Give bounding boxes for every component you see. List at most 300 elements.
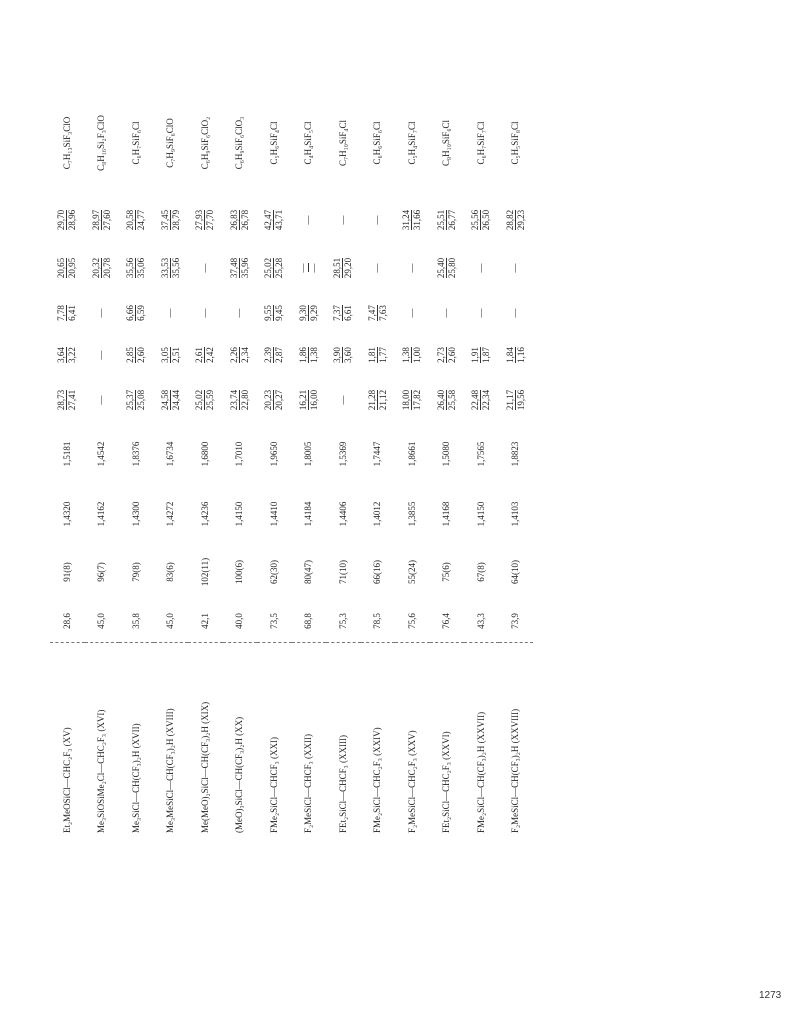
chlorine-cell xyxy=(464,292,499,334)
found-calculated-pair xyxy=(229,258,250,278)
table-row xyxy=(361,90,396,835)
rotated-data-table xyxy=(50,115,526,835)
found-calculated-pair xyxy=(229,390,250,410)
found-calculated-pair xyxy=(194,390,215,410)
no-data-value: — xyxy=(510,263,521,273)
found-calculated-pair xyxy=(298,305,319,321)
found-value: 28,97 xyxy=(90,209,101,231)
found-calculated-pair xyxy=(263,305,284,321)
no-data-value: — xyxy=(165,308,176,318)
found-calculated-pair xyxy=(56,258,77,278)
formula-cell: C₅H₆SiF₄Cl xyxy=(268,121,279,165)
carbon-cell xyxy=(257,376,292,424)
calculated-value: 3,60 xyxy=(343,347,354,363)
silicon-cell xyxy=(223,244,258,292)
refractive-index-cell: 1,4162 xyxy=(96,501,107,527)
calculated-value: 20,95 xyxy=(67,257,78,279)
calculated-value: 24,77 xyxy=(136,209,147,231)
found-calculated-pair xyxy=(263,258,284,278)
no-data-value: — xyxy=(303,215,314,225)
carbon-cell xyxy=(119,376,154,424)
carbon-cell xyxy=(395,376,430,424)
yield-cell: 42,1 xyxy=(188,600,223,643)
carbon-cell xyxy=(361,376,396,424)
yield-cell: 40,0 xyxy=(223,600,258,643)
boiling-point-cell: 55(24) xyxy=(406,560,417,584)
found-calculated-pair xyxy=(91,258,112,278)
calculated-value: 26,77 xyxy=(446,209,457,231)
yield-cell: 75,3 xyxy=(326,600,361,643)
found-value: 33,53 xyxy=(159,257,170,279)
found-calculated-pair xyxy=(298,347,319,363)
found-calculated-pair xyxy=(436,347,457,363)
table-row xyxy=(464,90,499,835)
calculated-value: 24,44 xyxy=(170,389,181,411)
calculated-value: 35,96 xyxy=(239,257,250,279)
calculated-value: 2,60 xyxy=(136,347,147,363)
fluorine-cell xyxy=(223,196,258,244)
found-calculated-pair xyxy=(194,210,215,230)
found-value: — xyxy=(297,263,308,273)
calculated-value: 9,29 xyxy=(308,305,319,321)
calculated-value: 25,80 xyxy=(446,257,457,279)
found-calculated-pair xyxy=(91,210,112,230)
found-value: 6,66 xyxy=(125,305,136,321)
found-value: 1,81 xyxy=(366,347,377,363)
no-data-value: — xyxy=(96,308,107,318)
calculated-value: 1,38 xyxy=(308,347,319,363)
yield-cell: 43,3 xyxy=(464,600,499,643)
calculated-value: 25,28 xyxy=(274,257,285,279)
compound-cell: Et₂MeOSiCl—CHC₂F₃ (XV) xyxy=(61,727,72,833)
no-data-value: — xyxy=(475,308,486,318)
density-cell: 1,7447 xyxy=(372,441,383,467)
compound-cell: F₂MeSiCl—CHCF₃ (XXII) xyxy=(303,733,314,833)
carbon-cell xyxy=(223,376,258,424)
chlorine-cell xyxy=(326,292,361,334)
fluorine-cell xyxy=(119,196,154,244)
found-value: 28,51 xyxy=(332,257,343,279)
compound-cell: Me₃SiCl—CH(CF₃)₂H (XVII) xyxy=(130,723,141,833)
found-value: 20,58 xyxy=(125,209,136,231)
found-calculated-pair xyxy=(125,390,146,410)
fluorine-cell xyxy=(464,196,499,244)
silicon-cell xyxy=(395,244,430,292)
formula-cell: C₈H₁₆Si₂F₃ClO xyxy=(96,115,107,171)
refractive-index-cell: 1,4272 xyxy=(165,501,176,527)
formula-cell: C₇H₉SiF₆ClO xyxy=(165,118,176,168)
page-number: 1273 xyxy=(759,990,782,1001)
found-calculated-pair xyxy=(125,210,146,230)
calculated-value: 29,20 xyxy=(343,257,354,279)
formula-cell: C₈H₁₀SiF₆Cl xyxy=(441,119,452,167)
carbon-cell xyxy=(292,376,327,424)
carbon-cell xyxy=(154,376,189,424)
density-cell: 1,7010 xyxy=(234,441,245,467)
found-calculated-pair xyxy=(160,258,181,278)
density-cell: 1,7565 xyxy=(475,441,486,467)
boiling-point-cell: 79(8) xyxy=(130,562,141,582)
found-value: 16,21 xyxy=(297,389,308,411)
found-calculated-pair xyxy=(160,390,181,410)
calculated-value: 27,70 xyxy=(205,209,216,231)
found-calculated-pair xyxy=(367,305,388,321)
found-value: 35,56 xyxy=(125,257,136,279)
density-cell: 1,8005 xyxy=(303,441,314,467)
calculated-value: 31,66 xyxy=(412,209,423,231)
found-calculated-pair xyxy=(229,347,250,363)
found-value: 37,48 xyxy=(228,257,239,279)
found-calculated-pair xyxy=(436,210,457,230)
hydrogen-cell xyxy=(395,334,430,376)
found-calculated-pair xyxy=(436,390,457,410)
hydrogen-cell xyxy=(361,334,396,376)
refractive-index-cell: 1,4103 xyxy=(510,501,521,527)
refractive-index-cell: 1,4150 xyxy=(475,501,486,527)
no-data-value: — xyxy=(337,395,348,405)
found-value: 26,40 xyxy=(435,389,446,411)
compound-cell: F₂MeSiCl—CHC₂F₃ (XXV) xyxy=(406,730,417,833)
found-calculated-pair xyxy=(229,210,250,230)
density-cell: 1,9650 xyxy=(268,441,279,467)
calculated-value: 1,16 xyxy=(515,347,526,363)
calculated-value: 35,06 xyxy=(136,257,147,279)
found-calculated-pair xyxy=(401,390,422,410)
calculated-value: 28,79 xyxy=(170,209,181,231)
hydrogen-cell xyxy=(188,334,223,376)
found-value: 25,40 xyxy=(435,257,446,279)
found-value: 2,61 xyxy=(194,347,205,363)
calculated-value: 3,22 xyxy=(67,347,78,363)
carbon-cell xyxy=(430,376,465,424)
found-value: 23,74 xyxy=(228,389,239,411)
found-value: 37,45 xyxy=(159,209,170,231)
table-row xyxy=(395,90,430,835)
refractive-index-cell: 1,3855 xyxy=(406,501,417,527)
found-value: 2,73 xyxy=(435,347,446,363)
table-row xyxy=(188,90,223,835)
fluorine-cell xyxy=(361,196,396,244)
found-value: 42,47 xyxy=(263,209,274,231)
refractive-index-cell: 1,4236 xyxy=(199,501,210,527)
calculated-value: 22,34 xyxy=(481,389,492,411)
formula-cell: C₅H₅SiF₈Cl xyxy=(510,121,521,165)
table-row xyxy=(430,90,465,835)
compound-cell: FMe₂SiCl—CH(CF₃)₂H (XXVII) xyxy=(475,711,486,833)
found-calculated-pair xyxy=(56,210,77,230)
found-value: 2,26 xyxy=(228,347,239,363)
calculated-value: 9,45 xyxy=(274,305,285,321)
hydrogen-cell xyxy=(464,334,499,376)
calculated-value: 1,87 xyxy=(481,347,492,363)
silicon-cell xyxy=(292,244,327,292)
chlorine-cell xyxy=(292,292,327,334)
calculated-value: 27,41 xyxy=(67,389,78,411)
hydrogen-cell xyxy=(223,334,258,376)
density-cell: 1,8661 xyxy=(406,441,417,467)
calculated-value: 29,23 xyxy=(515,209,526,231)
fluorine-cell xyxy=(85,196,120,244)
no-data-value: — xyxy=(96,395,107,405)
found-calculated-pair xyxy=(367,347,388,363)
chlorine-cell xyxy=(85,292,120,334)
found-value: 18,00 xyxy=(401,389,412,411)
formula-cell: C₅H₄SiF₇Cl xyxy=(406,121,417,165)
found-calculated-pair xyxy=(125,258,146,278)
fluorine-cell xyxy=(50,196,85,244)
compound-cell: Me₃MeSiCl—CH(CF₃)₂H (XVIII) xyxy=(165,708,176,833)
found-value: 25,37 xyxy=(125,389,136,411)
silicon-cell xyxy=(188,244,223,292)
boiling-point-cell: 64(10) xyxy=(510,560,521,584)
calculated-value: 2,51 xyxy=(170,347,181,363)
silicon-cell xyxy=(499,244,534,292)
refractive-index-cell: 1,4410 xyxy=(268,501,279,527)
found-calculated-pair xyxy=(505,390,526,410)
calculated-value: 20,27 xyxy=(274,389,285,411)
found-value: 20,23 xyxy=(263,389,274,411)
calculated-value: 2,34 xyxy=(239,347,250,363)
formula-cell: C₆H₇SiF₇Cl xyxy=(475,121,486,165)
carbon-cell xyxy=(499,376,534,424)
chlorine-cell xyxy=(499,292,534,334)
found-value: 20,65 xyxy=(56,257,67,279)
calculated-value: 17,82 xyxy=(412,389,423,411)
found-value: 3,05 xyxy=(159,347,170,363)
found-calculated-pair xyxy=(56,390,77,410)
found-value: 21,28 xyxy=(366,389,377,411)
carbon-cell xyxy=(188,376,223,424)
compound-property-table xyxy=(50,90,533,835)
table-row xyxy=(154,90,189,835)
no-data-value: — xyxy=(441,308,452,318)
hydrogen-cell xyxy=(430,334,465,376)
hydrogen-cell xyxy=(257,334,292,376)
chlorine-cell xyxy=(257,292,292,334)
found-value: 1,38 xyxy=(401,347,412,363)
density-cell: 1,5369 xyxy=(337,441,348,467)
found-value: 24,58 xyxy=(159,389,170,411)
calculated-value: 6,59 xyxy=(136,305,147,321)
table-row xyxy=(119,90,154,835)
calculated-value: 19,56 xyxy=(515,389,526,411)
found-calculated-pair xyxy=(125,347,146,363)
found-value: 25,02 xyxy=(263,257,274,279)
boiling-point-cell: 91(8) xyxy=(61,562,72,582)
hydrogen-cell xyxy=(292,334,327,376)
found-value: 7,78 xyxy=(56,305,67,321)
silicon-cell xyxy=(50,244,85,292)
compound-cell: FEt₂SiCl—CHC₂F₃ (XXVI) xyxy=(441,731,452,833)
found-calculated-pair xyxy=(332,305,353,321)
found-calculated-pair xyxy=(298,390,319,410)
no-data-value: — xyxy=(372,215,383,225)
fluorine-cell xyxy=(292,196,327,244)
boiling-point-cell: 100(6) xyxy=(234,560,245,584)
fluorine-cell xyxy=(257,196,292,244)
density-cell: 1,5080 xyxy=(441,441,452,467)
no-data-value: — xyxy=(234,308,245,318)
found-calculated-pair xyxy=(401,347,422,363)
silicon-cell xyxy=(430,244,465,292)
hydrogen-cell xyxy=(119,334,154,376)
hydrogen-cell xyxy=(499,334,534,376)
found-value: 25,51 xyxy=(435,209,446,231)
hydrogen-cell xyxy=(50,334,85,376)
boiling-point-cell: 75(6) xyxy=(441,562,452,582)
calculated-value: 27,60 xyxy=(101,209,112,231)
found-value: 1,91 xyxy=(470,347,481,363)
silicon-cell xyxy=(154,244,189,292)
no-data-value: — xyxy=(96,350,107,360)
calculated-value: 28,96 xyxy=(67,209,78,231)
fluorine-cell xyxy=(154,196,189,244)
found-calculated-pair xyxy=(160,347,181,363)
calculated-value: 25,59 xyxy=(205,389,216,411)
boiling-point-cell: 80(47) xyxy=(303,560,314,584)
table-row xyxy=(50,90,85,835)
found-value: 28,73 xyxy=(56,389,67,411)
found-calculated-pair xyxy=(125,305,146,321)
found-value: 7,37 xyxy=(332,305,343,321)
yield-cell: 45,0 xyxy=(85,600,120,643)
refractive-index-cell: 1,4300 xyxy=(130,501,141,527)
yield-cell: 35,8 xyxy=(119,600,154,643)
calculated-value: 2,42 xyxy=(205,347,216,363)
table-row xyxy=(223,90,258,835)
boiling-point-cell: 66(16) xyxy=(372,560,383,584)
found-calculated-pair xyxy=(263,390,284,410)
yield-cell: 76,4 xyxy=(430,600,465,643)
calculated-value: 26,50 xyxy=(481,209,492,231)
yield-cell: 73,9 xyxy=(499,600,534,643)
found-calculated-pair xyxy=(56,305,77,321)
found-calculated-pair xyxy=(194,347,215,363)
compound-cell: F₂MeSiCl—CH(CF₃)₂H (XXVIII) xyxy=(510,708,521,833)
found-value: 31,24 xyxy=(401,209,412,231)
table-body xyxy=(50,90,533,835)
found-calculated-pair xyxy=(367,390,388,410)
calculated-value: 21,12 xyxy=(377,389,388,411)
found-calculated-pair xyxy=(56,347,77,363)
compound-cell: FMe₂SiCl—CHCF₃ (XXI) xyxy=(268,736,279,833)
table-row xyxy=(257,90,292,835)
chlorine-cell xyxy=(119,292,154,334)
density-cell: 1,4542 xyxy=(96,441,107,467)
calculated-value: 6,61 xyxy=(343,305,354,321)
table-row xyxy=(85,90,120,835)
found-calculated-pair xyxy=(505,210,526,230)
calculated-value: 22,80 xyxy=(239,389,250,411)
refractive-index-cell: 1,4184 xyxy=(303,501,314,527)
found-value: 7,47 xyxy=(366,305,377,321)
fluorine-cell xyxy=(499,196,534,244)
silicon-cell xyxy=(464,244,499,292)
yield-cell: 28,6 xyxy=(50,600,85,643)
found-value: 27,93 xyxy=(194,209,205,231)
density-cell: 1,5181 xyxy=(61,441,72,467)
boiling-point-cell: 83(6) xyxy=(165,562,176,582)
found-calculated-pair xyxy=(263,210,284,230)
found-value: 9,55 xyxy=(263,305,274,321)
no-data-value: — xyxy=(199,308,210,318)
calculated-value: 25,08 xyxy=(136,389,147,411)
chlorine-cell xyxy=(154,292,189,334)
hydrogen-cell xyxy=(85,334,120,376)
no-data-value: — xyxy=(510,308,521,318)
found-value: 1,86 xyxy=(297,347,308,363)
found-value: 2,85 xyxy=(125,347,136,363)
found-value: 25,56 xyxy=(470,209,481,231)
found-value: 26,83 xyxy=(228,209,239,231)
carbon-cell xyxy=(326,376,361,424)
found-value: 21,17 xyxy=(504,389,515,411)
no-data-value: — xyxy=(337,215,348,225)
compound-cell: FMe₂SiCl—CHC₂F₃ (XXIV) xyxy=(372,727,383,833)
formula-cell: C₄H₄SiF₅Cl xyxy=(303,121,314,165)
yield-cell: 45,0 xyxy=(154,600,189,643)
found-calculated-pair xyxy=(332,258,353,278)
compound-cell: FEt₂SiCl—CHCF₃ (XXIII) xyxy=(337,734,348,833)
silicon-cell xyxy=(119,244,154,292)
chlorine-cell xyxy=(430,292,465,334)
hydrogen-cell xyxy=(154,334,189,376)
found-value: 28,82 xyxy=(504,209,515,231)
boiling-point-cell: 102(11) xyxy=(199,557,210,587)
table-row xyxy=(326,90,361,835)
no-data-value: — xyxy=(199,263,210,273)
found-value: 3,90 xyxy=(332,347,343,363)
refractive-index-cell: 1,4150 xyxy=(234,501,245,527)
hydrogen-cell xyxy=(326,334,361,376)
fluorine-cell xyxy=(326,196,361,244)
silicon-cell xyxy=(326,244,361,292)
table-row xyxy=(292,90,327,835)
boiling-point-cell: 62(30) xyxy=(268,560,279,584)
found-value: 1,84 xyxy=(504,347,515,363)
calculated-value: 2,87 xyxy=(274,347,285,363)
no-data-value: — xyxy=(372,263,383,273)
found-value: 22,48 xyxy=(470,389,481,411)
found-calculated-pair xyxy=(263,347,284,363)
density-cell: 1,8376 xyxy=(130,441,141,467)
calculated-value: 25,58 xyxy=(446,389,457,411)
boiling-point-cell: 96(7) xyxy=(96,562,107,582)
formula-cell: C₆H₉SiF₆ClO₃ xyxy=(234,116,245,170)
found-value: 2,39 xyxy=(263,347,274,363)
calculated-value: — xyxy=(308,263,319,273)
chlorine-cell xyxy=(188,292,223,334)
carbon-cell xyxy=(50,376,85,424)
found-value: 9,30 xyxy=(297,305,308,321)
yield-cell: 73,5 xyxy=(257,600,292,643)
calculated-value: 43,71 xyxy=(274,209,285,231)
found-calculated-pair xyxy=(401,210,422,230)
boiling-point-cell: 67(8) xyxy=(475,562,486,582)
calculated-value: 7,63 xyxy=(377,305,388,321)
boiling-point-cell: 71(10) xyxy=(337,560,348,584)
calculated-value: 16,00 xyxy=(308,389,319,411)
found-calculated-pair xyxy=(298,264,319,273)
refractive-index-cell: 1,4406 xyxy=(337,501,348,527)
refractive-index-cell: 1,4168 xyxy=(441,501,452,527)
calculated-value: 26,78 xyxy=(239,209,250,231)
table-row xyxy=(499,90,534,835)
carbon-cell xyxy=(464,376,499,424)
yield-cell: 75,6 xyxy=(395,600,430,643)
found-value: 3,64 xyxy=(56,347,67,363)
calculated-value: 20,78 xyxy=(101,257,112,279)
